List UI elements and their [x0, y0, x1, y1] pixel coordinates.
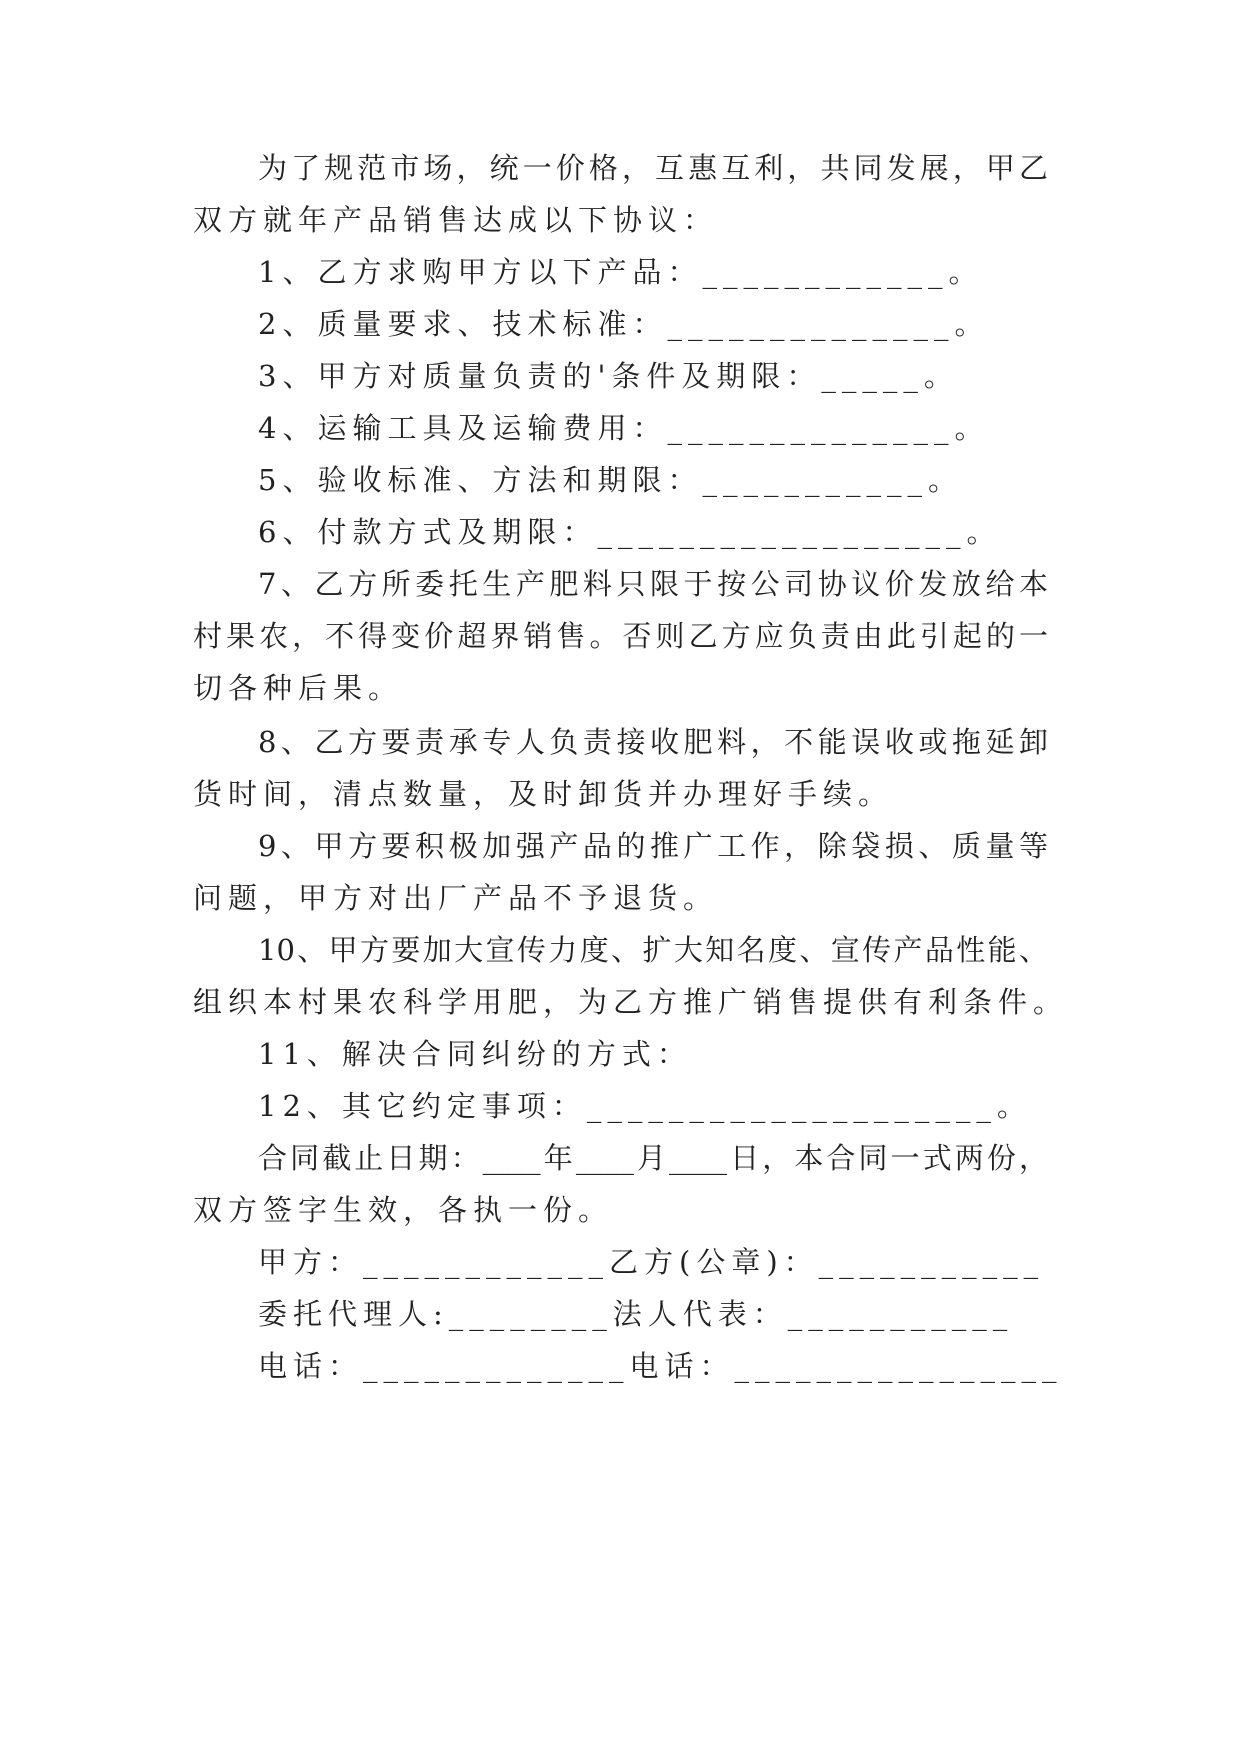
clause-9-line-1: 9、甲方要积极加强产品的推广工作，除袋损、质量等 — [258, 829, 1048, 863]
clause-10-line-2: 组织本村果农科学用肥，为乙方推广销售提供有利条件。 — [193, 985, 1069, 1019]
clause-7-line-3: 切各种后果。 — [193, 671, 404, 705]
clause-12: 12、其它约定事项：____________________。 — [258, 1089, 1032, 1123]
clause-3: 3、甲方对质量负责的'条件及期限：_____。 — [258, 359, 959, 393]
signature-party-a: 甲方：____________乙方(公章)：___________ — [258, 1245, 1045, 1279]
intro-line-2: 双方就年产品销售达成以下协议： — [193, 203, 719, 237]
clause-8-line-1: 8、乙方要责承专人负责接收肥料，不能误收或拖延卸 — [258, 725, 1048, 759]
signature-phone: 电话：_____________电话：________________ — [258, 1349, 1063, 1383]
clause-5: 5、验收标准、方法和期限：___________。 — [258, 463, 963, 497]
clause-10-line-1: 10、甲方要加大宣传力度、扩大知名度、宣传产品性能、 — [258, 933, 1048, 967]
clause-2: 2、质量要求、技术标准：______________。 — [258, 307, 990, 341]
clause-4: 4、运输工具及运输费用：______________。 — [258, 411, 990, 445]
clause-8-line-2: 货时间，清点数量，及时卸货并办理好手续。 — [193, 777, 894, 811]
signature-agent: 委托代理人:________法人代表：___________ — [258, 1297, 1014, 1331]
clause-11: 11、解决合同纠纷的方式： — [258, 1037, 692, 1071]
clause-9-line-2: 问题，甲方对出厂产品不予退货。 — [193, 881, 719, 915]
intro-line-1: 为了规范市场，统一价格，互惠互利，共同发展，甲乙 — [258, 151, 1048, 185]
clause-7-line-2: 村果农，不得变价超界销售。否则乙方应负责由此引起的一 — [193, 619, 1048, 653]
clause-6: 6、付款方式及期限：__________________。 — [258, 515, 1002, 549]
clause-7-line-1: 7、乙方所委托生产肥料只限于按公司协议价发放给本 — [258, 567, 1048, 601]
clause-1: 1、乙方求购甲方以下产品：____________。 — [258, 255, 984, 289]
deadline-line-2: 双方签字生效，各执一份。 — [193, 1193, 614, 1227]
deadline-line-1: 合同截止日期：____年____月____日，本合同一式两份， — [258, 1141, 1048, 1175]
